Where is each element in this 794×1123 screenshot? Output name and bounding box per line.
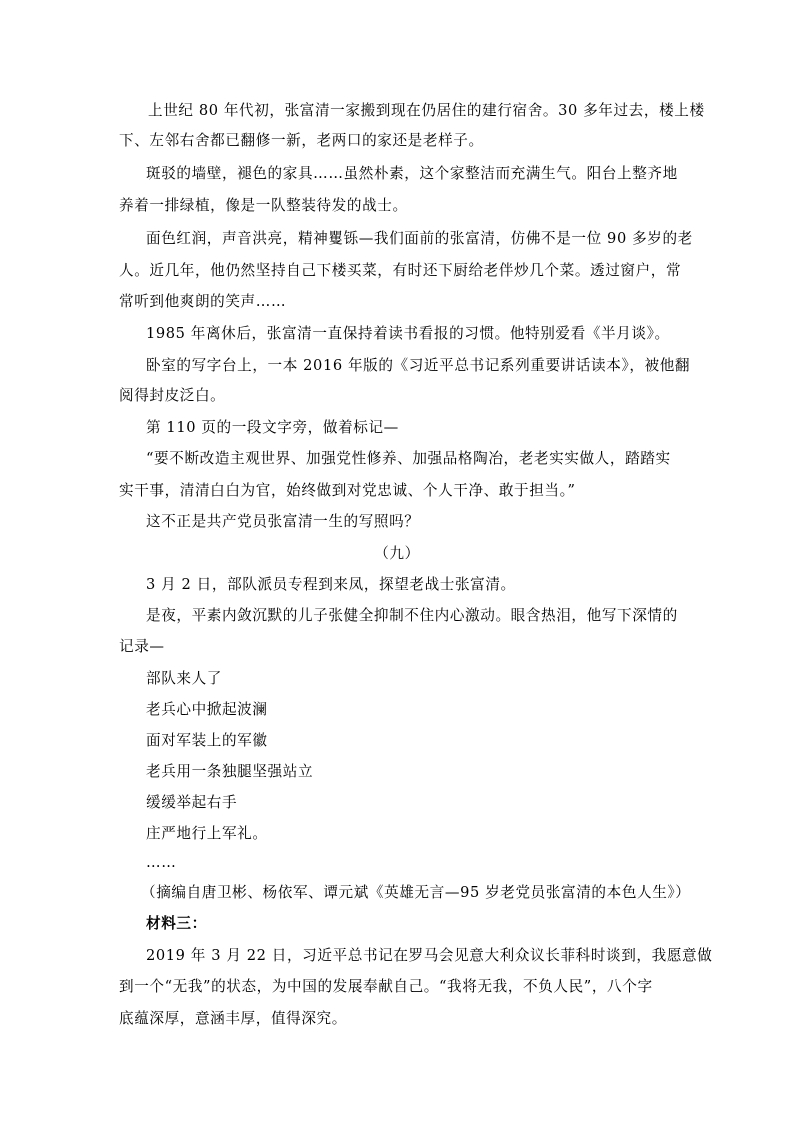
paragraph-line: 斑驳的墙壁，褪色的家具……虽然朴素，这个家整洁而充满生气。阳台上整齐地 xyxy=(146,165,678,182)
poem-line: 部队来人了 xyxy=(146,670,222,687)
poem-line: 老兵用一条独腿坚强站立 xyxy=(146,763,314,780)
paragraph-line: 第 110 页的一段文字旁，做着标记— xyxy=(146,419,399,436)
paragraph-line: 上世纪 80 年代初，张富清一家搬到现在仍居住的建行宿舍。30 多年过去，楼上楼 xyxy=(148,102,705,119)
paragraph-line: 1985 年离休后，张富清一直保持着读书看报的习惯。他特别爱看《半月谈》。 xyxy=(146,325,670,342)
poem-line: 面对军装上的军徽 xyxy=(146,732,268,749)
paragraph-line: 卧室的写字台上，一本 2016 年版的《习近平总书记系列重要讲话读本》，被他翻 xyxy=(146,357,691,374)
paragraph-line: 人。近几年，他仍然坚持自己下楼买菜，有时还下厨给老伴炒几个菜。透过窗户，常 xyxy=(119,262,682,279)
paragraph-line: 面色红润，声音洪亮，精神矍铄—我们面前的张富清，仿佛不是一位 90 多岁的老 xyxy=(146,230,693,247)
quote-line: 实干事，清清白白为官，始终做到对党忠诚、个人干净、敢于担当。” xyxy=(119,482,576,499)
paragraph-line: 2019 年 3 月 22 日，习近平总书记在罗马会见意大利众议长菲科时谈到，我愿意做 xyxy=(146,947,713,964)
paragraph-line: 这不正是共产党员张富清一生的写照吗？ xyxy=(146,513,420,530)
paragraph-line: 记录— xyxy=(119,638,165,655)
paragraph-line: 养着一排绿植，像是一队整装待发的战士。 xyxy=(119,197,408,214)
poem-line: 缓缓举起右手 xyxy=(146,794,238,811)
ellipsis-line: …… xyxy=(146,854,177,871)
section-heading: （九） xyxy=(374,545,420,562)
source-citation: （摘编自唐卫彬、杨依军、谭元斌《英雄无言—95 岁老党员张富清的本色人生》） xyxy=(141,884,691,901)
quote-line: “要不断改造主观世界、加强党性修养、加强品格陶冶，老老实实做人，踏踏实 xyxy=(146,450,671,467)
poem-line: 老兵心中掀起波澜 xyxy=(146,701,268,718)
poem-line: 庄严地行上军礼。 xyxy=(146,825,268,842)
paragraph-line: 3 月 2 日，部队派员专程到来凤，探望老战士张富清。 xyxy=(146,576,516,593)
paragraph-line: 下、左邻右舍都已翻修一新，老两口的家还是老样子。 xyxy=(119,132,484,149)
paragraph-line: 是夜，平素内敛沉默的儿子张健全抑制不住内心激动。眼含热泪，他写下深情的 xyxy=(146,607,678,624)
paragraph-line: 阅得封皮泛白。 xyxy=(119,387,226,404)
material-heading: 材料三： xyxy=(146,915,207,932)
paragraph-line: 常听到他爽朗的笑声…… xyxy=(119,293,287,310)
paragraph-line: 到一个“无我”的状态，为中国的发展奉献自己。“我将无我，不负人民”，八个字 xyxy=(119,978,653,995)
paragraph-line: 底蕴深厚，意涵丰厚，值得深究。 xyxy=(119,1010,347,1027)
